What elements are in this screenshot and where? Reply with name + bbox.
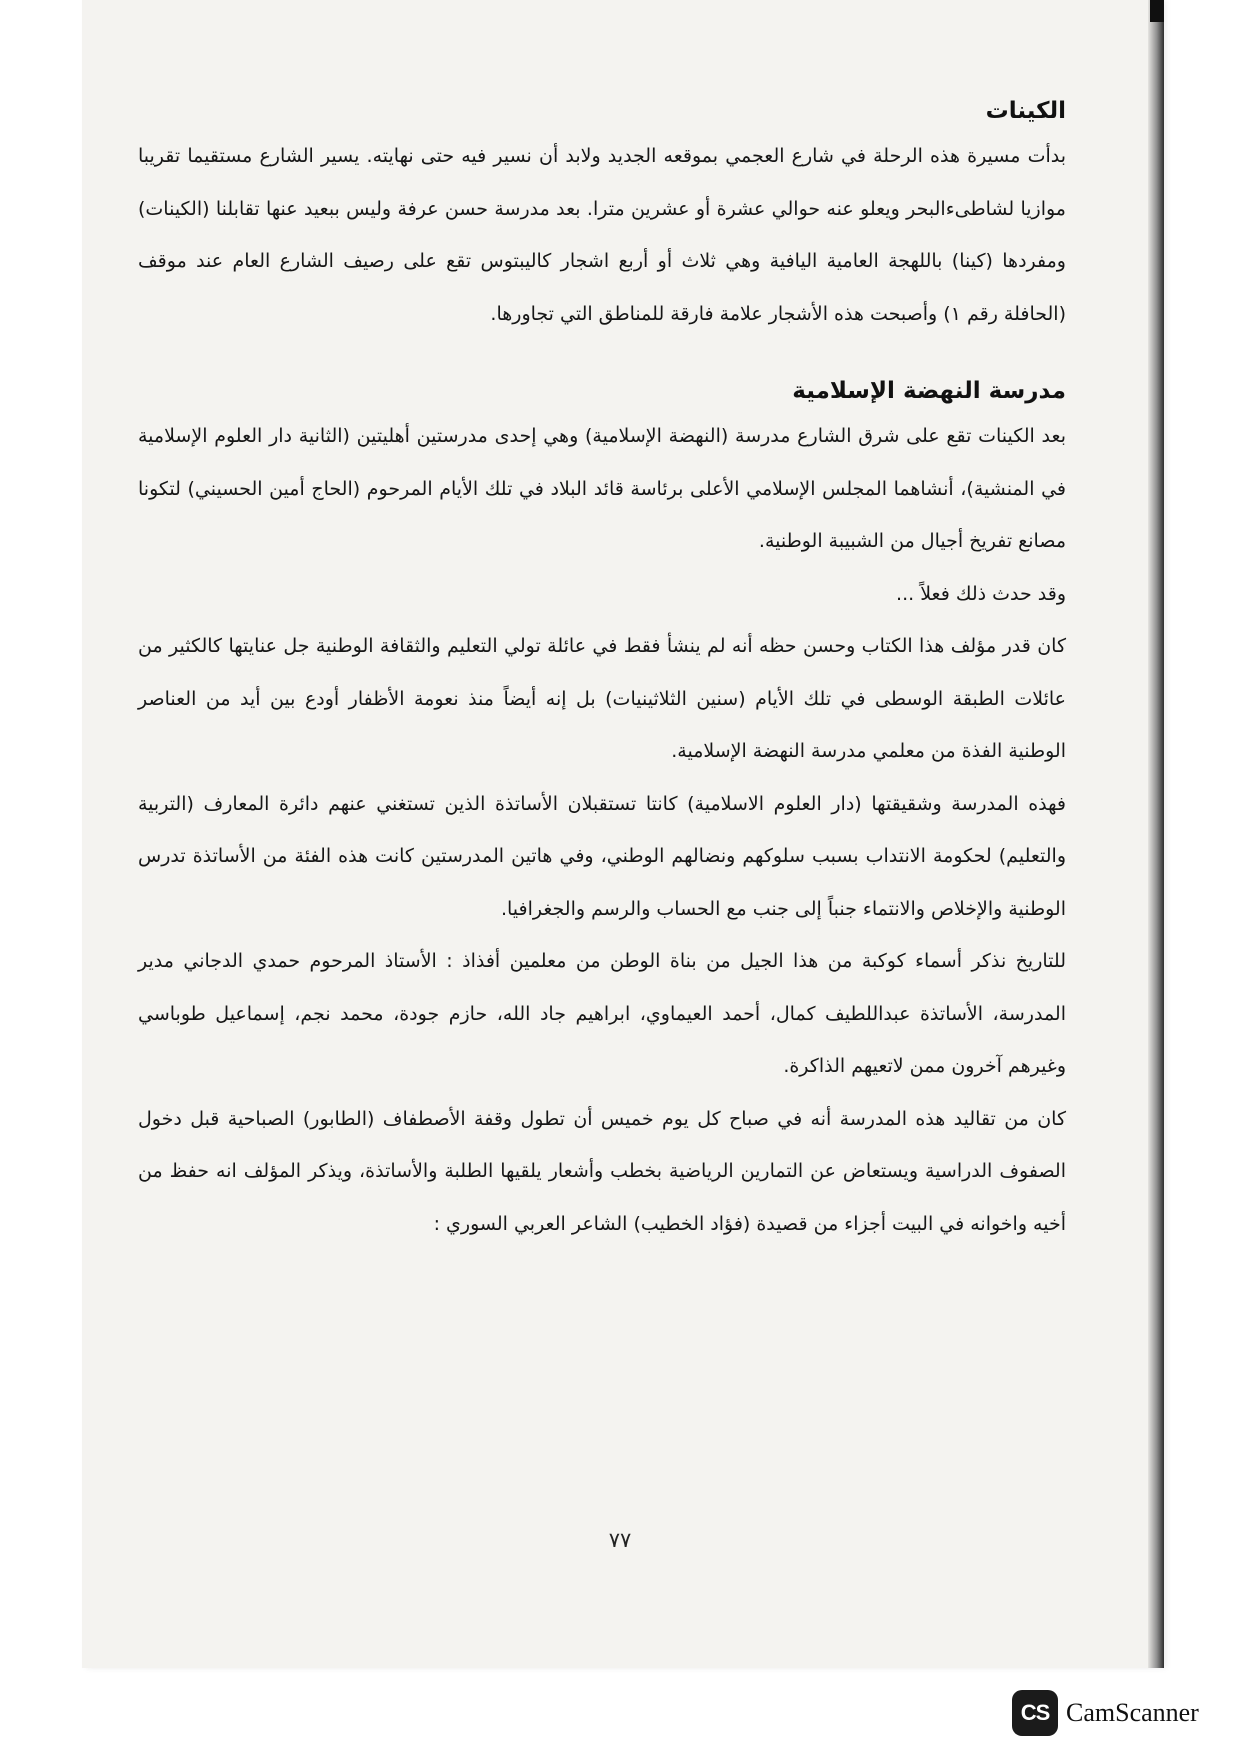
camscanner-label: CamScanner bbox=[1066, 1698, 1199, 1727]
section-heading-nahda-school: مدرسة النهضة الإسلامية bbox=[792, 378, 1066, 404]
page-number: ٧٧ bbox=[608, 1528, 632, 1552]
camscanner-logo-icon: CS bbox=[1012, 1690, 1058, 1736]
paragraph: فهذه المدرسة وشقيقتها (دار العلوم الاسلامية) كانتا تستقبلان الأساتذة الذين تستغني عنهم دائرة المعارف (التربية والتعليم) لحكومة الانتداب بسبب سلوكهم ونضالهم الوطني، وفي هاتين المدرستين كانت هذه الفئة من الأساتذة تدرس الوطنية والإخلاص والانتماء جنباً إلى جنب مع الحساب والرسم والجغرافيا. bbox=[138, 792, 1066, 920]
paragraph: وقد حدث ذلك فعلاً ... bbox=[896, 582, 1066, 605]
paragraph: بدأت مسيرة هذه الرحلة في شارع العجمي بموقعه الجديد ولابد أن نسير فيه حتى نهايته. يسير الشارع مستقيما تقريبا موازيا لشاطىءالبحر ويعلو عنه حوالي عشرة أو عشرين مترا. بعد مدرسة حسن عرفة وليس ببعيد عنها تقابلنا (الكينات) ومفردها (كينا) باللهجة العامية اليافية وهي ثلاث أو أربع اشجار كاليبتوس تقع على رصيف الشارع العام عند موقف (الحافلة رقم ١) وأصبحت هذه الأشجار علامة فارقة للمناطق التي تجاورها. bbox=[138, 145, 1066, 325]
paragraph: كان قدر مؤلف هذا الكتاب وحسن حظه أنه لم ينشأ فقط في عائلة تولي التعليم والثقافة الوطنية جل عنايتها كالكثير من عائلات الطبقة الوسطى في تلك الأيام (سنين الثلاثينيات) بل إنه أيضاً منذ نعومة الأظفار أودع بين أيد من العناصر الوطنية الفذة من معلمي مدرسة النهضة الإسلامية. bbox=[138, 635, 1066, 762]
book-spine-shadow bbox=[1148, 0, 1164, 1668]
camscanner-watermark bbox=[1012, 1688, 1199, 1738]
paragraph: للتاريخ نذكر أسماء كوكبة من هذا الجيل من بناة الوطن من معلمين أفذاذ : الأستاذ المرحوم حمدي الدجاني مدير المدرسة، الأساتذة عبداللطيف كمال، أحمد العيماوي، ابراهيم جاد الله، حازم جودة، محمد نجم، إسماعيل طوباسي وغيرهم آخرون ممن لاتعيهم الذاكرة. bbox=[138, 950, 1066, 1077]
book-spine-edge bbox=[1150, 0, 1164, 22]
paragraph: كان من تقاليد هذه المدرسة أنه في صباح كل يوم خميس أن تطول وقفة الأصطفاف (الطابور) الصباحية قبل دخول الصفوف الدراسية ويستعاض عن التمارين الرياضية بخطب وأشعار يلقيها الطلبة والأساتذة، ويذكر المؤلف انه حفظ من أخيه واخوانه في البيت أجزاء من قصيدة (فؤاد الخطيب) الشاعر العربي السوري : bbox=[138, 1107, 1066, 1235]
page-content bbox=[138, 98, 1066, 1250]
section-heading-kinat: الكينات bbox=[985, 98, 1066, 124]
section-spacer bbox=[138, 340, 1066, 378]
paragraph: بعد الكينات تقع على شرق الشارع مدرسة (النهضة الإسلامية) وهي إحدى مدرستين أهليتين (الثانية دار العلوم الإسلامية في المنشية)، أنشاهما المجلس الإسلامي الأعلى برئاسة قائد البلاد في تلك الأيام المرحوم (الحاج أمين الحسيني) لتكونا مصانع تفريخ أجيال من الشبيبة الوطنية. bbox=[138, 425, 1066, 552]
